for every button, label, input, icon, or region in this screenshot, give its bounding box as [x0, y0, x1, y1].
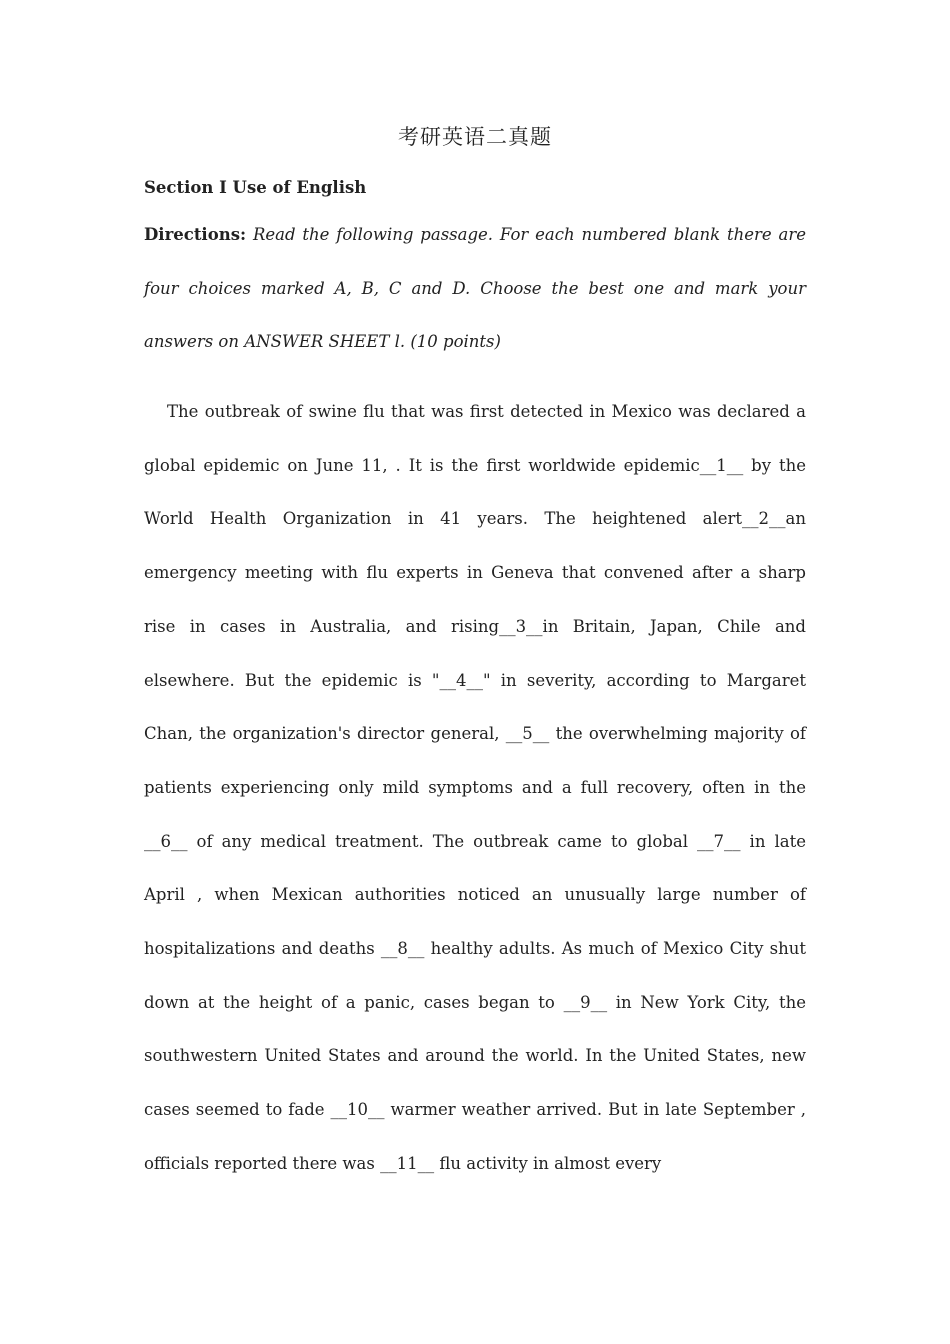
directions-text: Read the following passage. For each numbered blank there are four choices marked A, B, C and D. Choose the best one and mark your answers on ANSWER SHEET l. (10 points) [144, 225, 806, 352]
passage-paragraph: The outbreak of swine flu that was first detected in Mexico was declared a global epidemic on June 11, . It is the first worldwide epidemic__1__ by the World Health Organization in 41 years. The heightened alert__2__an emergency meeting with flu experts in Geneva that convened after a sharp rise in cases in Australia, and rising__3__in Britain, Japan, Chile and elsewhere. But the epidemic is "__4__" in severity, according to Margaret Chan, the organization's director general, __5__ the overwhelming majority of patients experiencing only mild symptoms and a full recovery, often in the __6__ of any medical treatment. The outbreak came to global __7__ in late April , when Mexican authorities noticed an unusually large number of hospitalizations and deaths __8__ healthy adults. As much of Mexico City shut down at the height of a panic, cases began to __9__ in New York City, the southwestern United States and around the world. In the United States, new cases seemed to fade __10__ warmer weather arrived. But in late September , officials reported there was __11__ flu activity in almost every [144, 402, 806, 1173]
directions-paragraph [144, 208, 806, 369]
section-heading: Section I Use of English [144, 178, 367, 197]
directions-label: Directions: [144, 225, 247, 244]
document-title: 考研英语二真题 [398, 125, 552, 149]
